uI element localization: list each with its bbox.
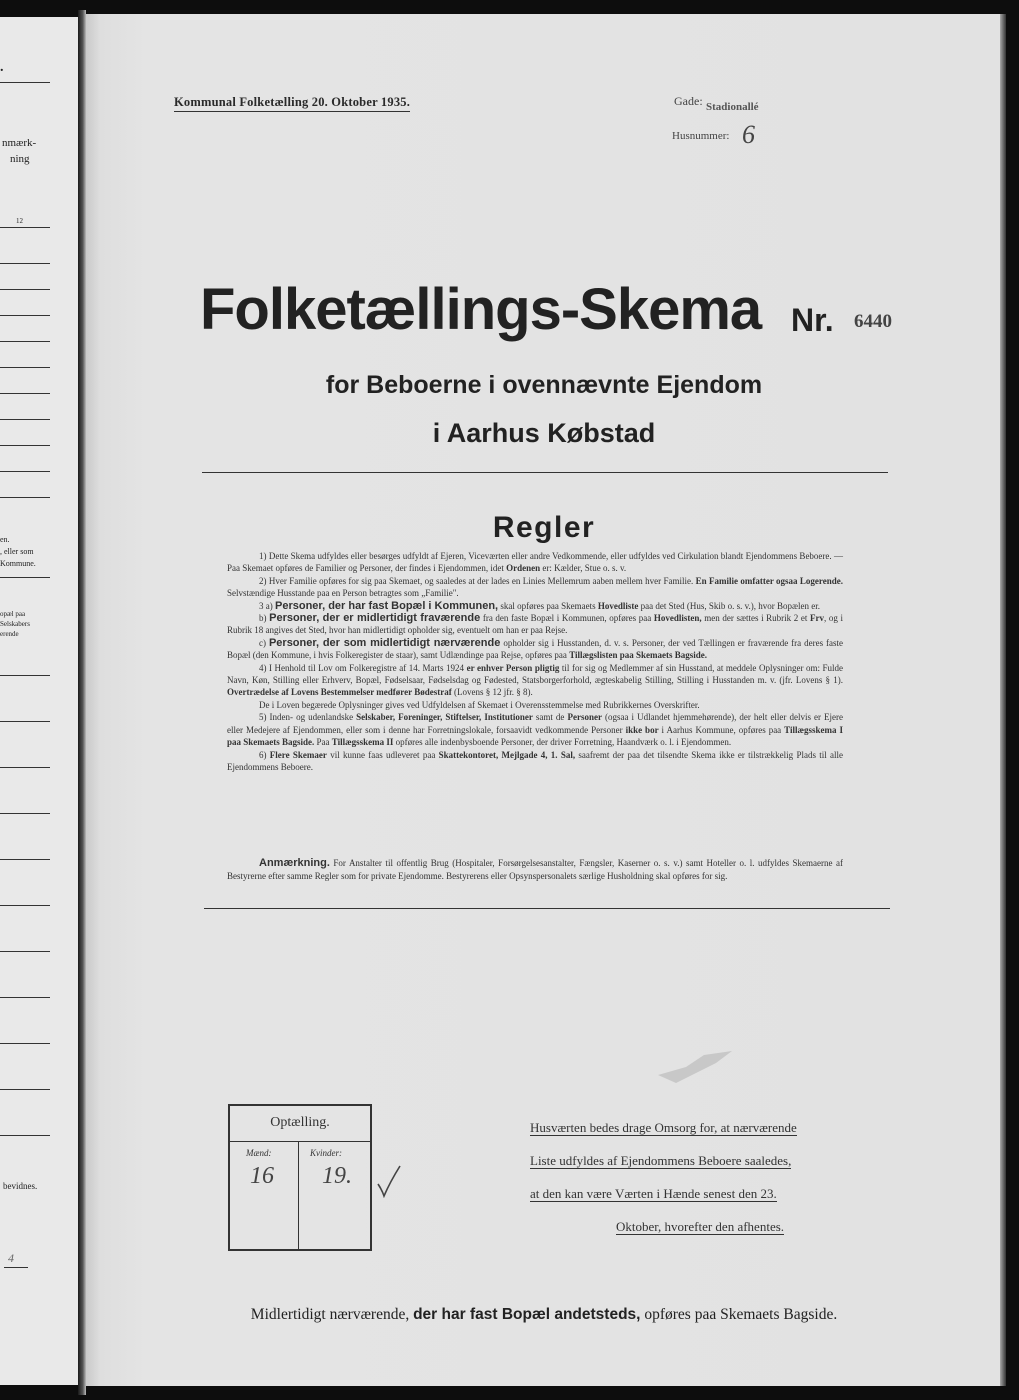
- rule-6: 6) Flere Skemaer vil kunne faas udleveret paa Skattekontoret, Mejlgade 4, 1. Sal, saafremt der paa det tilsendte Skema ikke er tilstrækkelig Plads til alle Ejendommens Beboere.: [227, 749, 844, 772]
- street-label: Gade:: [674, 94, 703, 108]
- notice-line-1: Husværten bedes drage Omsorg for, at nærværende: [530, 1120, 797, 1135]
- house-number-label: Husnummer:: [672, 130, 730, 142]
- count-title: Optælling.: [270, 1115, 330, 1130]
- divider: [202, 472, 888, 473]
- rule-4-extra: De i Loven begærede Oplysninger gives ved Udfyldelsen af Skemaet i Overensstemmelse med Rubrikkernes Overskrifter.: [259, 699, 700, 710]
- page-edge: [1000, 14, 1006, 1386]
- count-box-divider: [298, 1141, 299, 1249]
- lp-column-heading-1: nmærk-: [2, 137, 37, 149]
- notice-line-4: Oktober, hvorefter den afhentes.: [615, 1219, 785, 1234]
- lp-line: [0, 997, 50, 998]
- check-mark-icon: [376, 1164, 402, 1198]
- lp-line: [0, 367, 50, 368]
- men-label: Mænd:: [246, 1148, 272, 1158]
- rules-text: [227, 550, 843, 773]
- lp-note-2-line-3: erende: [0, 630, 19, 638]
- lp-note-1-line-1: en.: [0, 535, 10, 544]
- count-box-divider: [230, 1141, 370, 1142]
- footer-note: Midlertidigt nærværende, der har fast Bopæl andetsteds, opføres paa Skemaets Bagside.: [250, 1306, 838, 1323]
- lp-line: [0, 419, 50, 420]
- landlord-notice: [530, 1111, 870, 1243]
- lp-note-2-line-1: opæl paa: [0, 610, 26, 618]
- lp-dot: .: [0, 60, 4, 75]
- lp-line: [0, 577, 50, 578]
- lp-line: [0, 471, 50, 472]
- remark-text: Anmærkning. For Anstalter til offentlig Brug (Hospitaler, Forsørgelsesanstalter, Fængsler, Kaserner o. s. v.) samt Hoteller o. l. udfyldes Skemaerne af Bestyrerne efter samme Regler som for private Ejendomme. Bestyrerens eller Opsynspersonalets særlige Husholdning skal opføres for sig.: [227, 857, 844, 881]
- women-count: 19.: [322, 1163, 352, 1189]
- previous-page-edge: [0, 17, 78, 1385]
- lp-line: [0, 393, 50, 394]
- ink-smudge: [656, 1049, 736, 1089]
- lp-line: [0, 341, 50, 342]
- lp-note-2-line-2: Selskabers: [0, 620, 30, 628]
- rule-3c: c) Personer, der som midlertidigt nærværende opholder sig i Husstanden, d. v. s. Personer, der ved Tællingen er fraværende fra deres faste Bopæl (den Kommune, i hvis Folkeregister de staar), samt Udlændinge paa Rejse, opføres paa Tillægslisten paa Skemaets Bagside.: [227, 636, 844, 661]
- rule-4: 4) I Henhold til Lov om Folkeregistre af 14. Marts 1924 er enhver Person pligtig til for sig og Medlemmer af sin Husstand, at meddele Oplysninger om: Fulde Navn, Køn, Stilling eller Erhverv, Bopæl, Fødselsaar, Fødselsdag og Fødested, Statsborgerforhold, ægteskabelig Stilling, Stilling i Husstanden m. v. (jfr. Lovens § 1). Overtrædelse af Lovens Bestemmelser medfører Bødestraf (Lovens § 12 jfr. § 8).: [227, 662, 844, 698]
- count-box: [228, 1104, 372, 1251]
- lp-line: [0, 497, 50, 498]
- rule-1: 1) Dette Skema udfyldes eller besørges udfyldt af Ejeren, Viceværten eller andre Vedkommende, eller udfyldes ved Cirkulation blandt Ejendommens Beboere. — Paa Skemaet opføres de Familier og Personer, der findes i Ejendommen, idet Ordenen er: Kælder, Stue o. s. v.: [227, 551, 843, 574]
- rule-2: 2) Hver Familie opføres for sig paa Skemaet, og saaledes at der lades en Linies Mellemrum aaben mellem hver Familie. En Familie omfatter ogsaa Logerende. Selvstændige Husstande paa en Person betragtes som „Familie".: [227, 575, 843, 599]
- lp-line: [0, 813, 50, 814]
- lp-line: [0, 289, 50, 290]
- lp-note-1-line-2: , eller som: [0, 547, 34, 556]
- book-spine: [78, 10, 86, 1395]
- house-number-value: 6: [742, 120, 755, 149]
- lp-bevidnes: bevidnes.: [3, 1181, 38, 1191]
- street-value: Stadionallé: [706, 101, 759, 113]
- lp-column-number: 12: [16, 217, 23, 225]
- form-subtitle-2: i Aarhus Købstad: [432, 418, 656, 448]
- lp-line: [0, 445, 50, 446]
- form-number-value: 6440: [854, 311, 892, 332]
- rule-3a: 3 a) Personer, der har fast Bopæl i Kommunen, skal opføres paa Skemaets Hovedliste paa det Sted (Hus, Skib o. s. v.), hvor Bopælen er.: [259, 599, 820, 612]
- form-number-label: Nr.: [791, 302, 834, 338]
- lp-line: [0, 767, 50, 768]
- remark-label: Anmærkning.: [259, 857, 330, 869]
- form-subtitle-1: for Beboerne i ovennævnte Ejendom: [325, 371, 763, 399]
- lp-line: [0, 227, 50, 228]
- lp-line: [0, 82, 50, 83]
- lp-line: [0, 263, 50, 264]
- lp-line: [4, 1267, 28, 1268]
- lp-line: [0, 1135, 50, 1136]
- lp-column-heading-2: ning: [10, 153, 30, 165]
- women-label: Kvinder:: [310, 1148, 342, 1158]
- lp-line: [0, 1089, 50, 1090]
- notice-line-2: Liste udfyldes af Ejendommens Beboere saaledes,: [530, 1153, 792, 1168]
- lp-line: [0, 905, 50, 906]
- census-form-page: [86, 14, 1002, 1386]
- form-title: Folketællings-Skema: [200, 277, 762, 342]
- lp-line: [0, 721, 50, 722]
- lp-line: [0, 315, 50, 316]
- lp-line: [0, 951, 50, 952]
- rule-3b: b) Personer, der er midlertidigt fraværende fra den faste Bopæl i Kommunen, opføres paa Hovedlisten, men der sættes i Rubrik 2 et Frv, og i Rubrik 18 angives det Sted, hvor han midlertidigt opholder sig, eventuelt om han er paa Rejse.: [227, 612, 843, 636]
- census-heading: Kommunal Folketælling 20. Oktober 1935.: [174, 95, 410, 112]
- divider: [204, 908, 890, 909]
- lp-line: [0, 859, 50, 860]
- lp-note-1-line-3: Kommune.: [0, 559, 36, 568]
- rules-heading: Regler: [492, 511, 596, 544]
- men-count: 16: [250, 1163, 274, 1189]
- lp-line: [0, 1043, 50, 1044]
- notice-line-3: at den kan være Værten i Hænde senest den 23.: [530, 1186, 777, 1201]
- lp-scribble: 4: [8, 1251, 14, 1265]
- lp-line: [0, 675, 50, 676]
- rule-5: 5) Inden- og udenlandske Selskaber, Foreninger, Stiftelser, Institutioner samt de Personer (ogsaa i Udlandet hjemmehørende), der helt eller delvis er Ejere eller Medejere af Ejendommen, eller som i denne har Forretningslokale, forsaavidt vedkommende Personer ikke bor i Aarhus Kommune, opføres paa Tillægsskema I paa Skemaets Bagside. Paa Tillægsskema II opføres alle indenbysboende Personer, der driver Forretning, Haandværk o. l. i Ejendommen.: [227, 712, 844, 748]
